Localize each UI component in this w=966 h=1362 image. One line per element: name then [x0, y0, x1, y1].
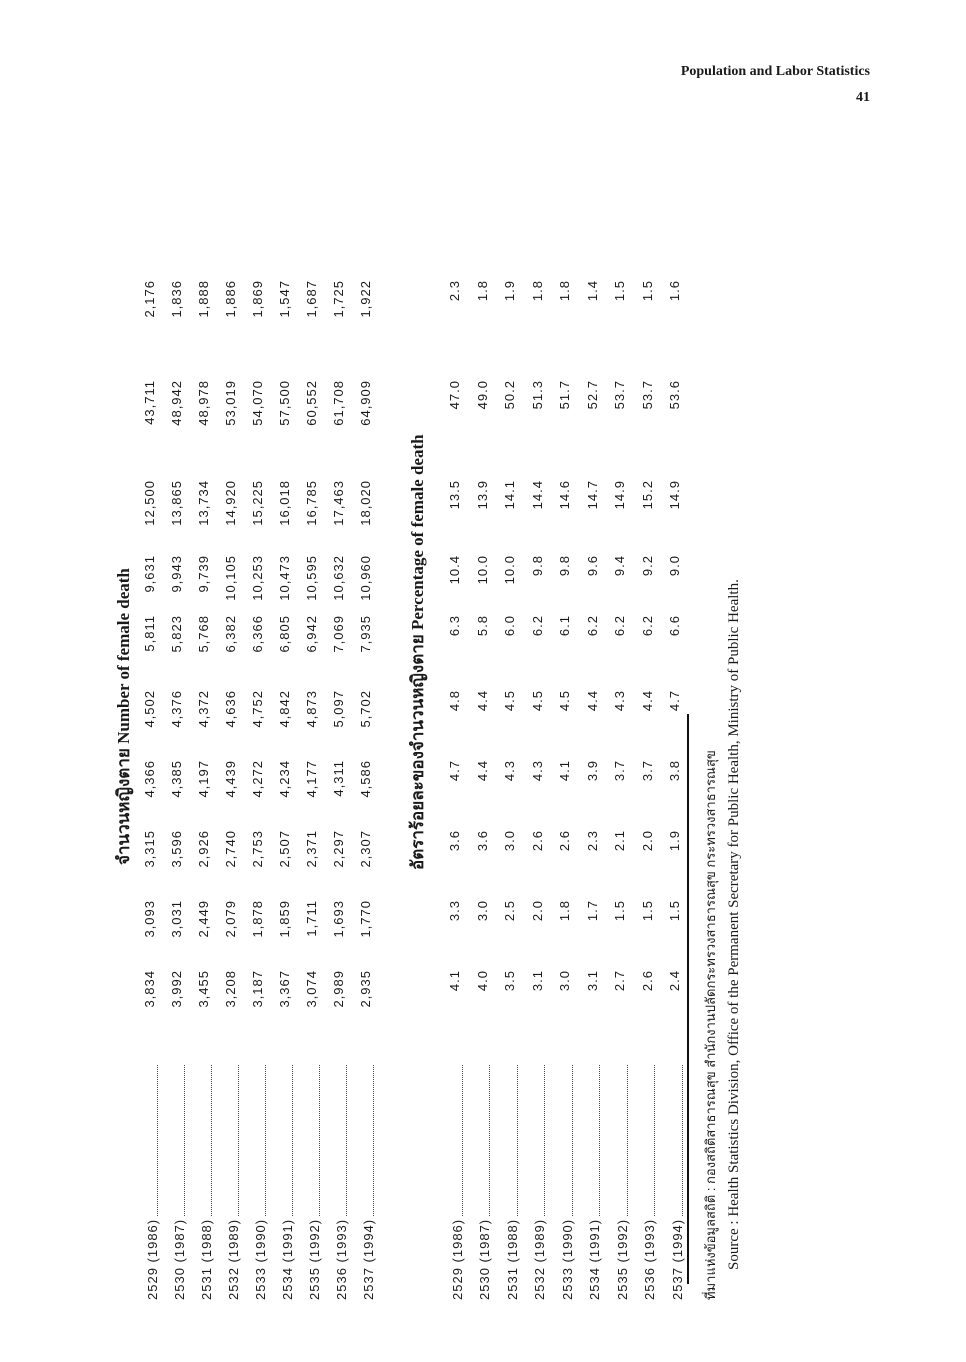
leader-dots	[156, 1065, 158, 1216]
table-cell: 4.3	[529, 760, 545, 782]
table-cell: 1.9	[667, 830, 682, 852]
table-cell: 2.4	[667, 970, 682, 992]
table-cell: 3.0	[557, 970, 572, 992]
table-cell: 17,463	[331, 480, 346, 526]
table-cell: 4,311	[331, 760, 346, 797]
table-cell: 4,873	[304, 690, 319, 728]
table-row	[640, 70, 660, 1300]
table-cell: 3.6	[447, 830, 462, 852]
table-cell: 2,371	[304, 830, 319, 868]
table-cell: 61,708	[331, 380, 346, 426]
year-label	[250, 1065, 270, 1300]
table-cell: 4.1	[557, 760, 572, 782]
year-text: 2534 (1991)	[279, 1218, 295, 1300]
table-row	[612, 70, 632, 1300]
table-cell: 4.7	[447, 760, 462, 782]
table-row	[196, 70, 216, 1300]
table-cell: 15,225	[250, 480, 265, 526]
table-cell: 14.9	[667, 480, 682, 510]
table-cell: 4.5	[557, 690, 572, 712]
table-cell: 13,734	[196, 480, 211, 526]
year-text: 2536 (1993)	[333, 1218, 349, 1300]
table-cell: 1,547	[277, 280, 292, 318]
table-row	[502, 70, 522, 1300]
table-cell: 10,105	[223, 555, 238, 601]
table-cell: 4.4	[474, 690, 490, 712]
table-cell: 9.8	[529, 555, 545, 577]
table-cell: 1,711	[304, 900, 319, 937]
section-number-title: จำนวนหญิงตาย Number of female death	[114, 568, 133, 865]
table-cell: 10,632	[331, 555, 346, 601]
leader-dots	[598, 1065, 600, 1216]
rotated-table-page	[114, 70, 820, 1300]
table-cell: 4.0	[474, 970, 490, 992]
table-cell: 5,097	[331, 690, 346, 728]
table-cell: 4,234	[277, 760, 292, 798]
table-cell: 14.4	[529, 480, 545, 510]
table-cell: 52.7	[584, 380, 600, 410]
table-cell: 2.0	[639, 830, 655, 852]
header-title: Population and Labor Statistics	[680, 64, 870, 79]
table-cell: 1.6	[667, 280, 682, 302]
table-row	[169, 70, 189, 1300]
table-cell: 9,739	[196, 555, 211, 593]
table-cell: 53.7	[639, 380, 655, 410]
leader-dots	[264, 1065, 266, 1216]
table-cell: 3.0	[502, 830, 517, 852]
table-cell: 4.4	[639, 690, 655, 712]
table-cell: 4,197	[196, 760, 211, 798]
table-cell: 53.7	[612, 380, 627, 410]
table-cell: 49.0	[474, 380, 490, 410]
year-label	[277, 1065, 297, 1300]
table-cell: 2,740	[223, 830, 238, 868]
table-cell: 3,455	[196, 970, 211, 1008]
table-cell: 4,272	[250, 760, 265, 798]
table-cell: 60,552	[304, 380, 319, 426]
table-cell: 1.5	[612, 900, 627, 922]
table-row	[667, 70, 687, 1300]
table-cell: 3,315	[142, 830, 157, 868]
table-cell: 2,507	[277, 830, 292, 868]
table-cell: 4.5	[502, 690, 517, 712]
table-cell: 1.9	[502, 280, 517, 302]
table-cell: 6.0	[502, 615, 517, 637]
year-label	[223, 1065, 243, 1300]
table-cell: 6,382	[223, 615, 238, 653]
table-cell: 48,978	[196, 380, 211, 426]
table-cell: 10,595	[304, 555, 319, 601]
table-cell: 1.5	[667, 900, 682, 922]
table-cell: 6.2	[639, 615, 655, 637]
table-cell: 4.3	[612, 690, 627, 712]
table-cell: 3,208	[223, 970, 238, 1008]
table-cell: 3.6	[474, 830, 490, 852]
table-cell: 9.2	[639, 555, 655, 577]
table-cell: 2.6	[557, 830, 572, 852]
leader-dots	[571, 1065, 573, 1216]
table-cell: 1,693	[331, 900, 346, 938]
table-row	[223, 70, 243, 1300]
table-cell: 2.3	[447, 280, 462, 302]
table-cell: 4,372	[196, 690, 211, 728]
table-cell: 2.6	[529, 830, 545, 852]
table-cell: 13.9	[474, 480, 490, 510]
year-label	[557, 1065, 577, 1300]
source-english: Source : Health Statistics Division, Office of the Permanent Secretary for Public Health, Ministry of Public Health.	[726, 579, 742, 1270]
table-cell: 15.2	[639, 480, 655, 510]
table-cell: 4,376	[169, 690, 184, 728]
table-cell: 2,449	[196, 900, 211, 938]
table-cell: 10,473	[277, 555, 292, 601]
year-text: 2532 (1989)	[532, 1218, 547, 1300]
page-number: 41	[856, 90, 870, 105]
source-divider	[687, 714, 689, 1284]
year-label	[667, 1065, 687, 1300]
table-cell: 9.4	[612, 555, 627, 577]
table-cell: 14,920	[223, 480, 238, 526]
table-cell: 4.8	[447, 690, 462, 712]
table-cell: 6.2	[529, 615, 545, 637]
leader-dots	[372, 1065, 374, 1216]
table-cell: 4,366	[142, 760, 157, 798]
table-row	[475, 70, 495, 1300]
leader-dots	[626, 1065, 628, 1216]
year-label	[331, 1065, 351, 1300]
table-cell: 4,502	[142, 690, 157, 728]
leader-dots	[210, 1065, 212, 1216]
table-cell: 3,187	[250, 970, 265, 1008]
table-cell: 1,869	[250, 280, 265, 318]
table-cell: 9,943	[169, 555, 184, 593]
table-cell: 9,631	[142, 555, 157, 593]
year-text: 2535 (1992)	[614, 1218, 630, 1300]
table-cell: 4,177	[304, 760, 319, 798]
table-cell: 6.3	[447, 615, 462, 637]
year-label	[142, 1065, 162, 1300]
table-cell: 4,842	[277, 690, 292, 728]
table-cell: 16,018	[277, 480, 292, 526]
table-cell: 2.1	[612, 830, 627, 852]
year-text: 2532 (1989)	[225, 1218, 241, 1300]
table-cell: 10.0	[502, 555, 517, 585]
table-cell: 6.2	[612, 615, 627, 637]
table-cell: 1,725	[331, 280, 346, 318]
year-label	[640, 1065, 660, 1300]
table-cell: 53.6	[667, 380, 682, 410]
table-cell: 12,500	[142, 480, 157, 526]
table-cell: 13,865	[169, 480, 184, 526]
table-cell: 5,702	[358, 690, 373, 728]
table-cell: 2.0	[529, 900, 545, 922]
table-cell: 47.0	[447, 380, 462, 410]
table-cell: 3,031	[169, 900, 184, 938]
year-label	[196, 1065, 216, 1300]
leader-dots	[543, 1065, 545, 1216]
table-cell: 5,768	[196, 615, 211, 653]
table-cell: 1.8	[557, 900, 572, 922]
table-cell: 1,687	[304, 280, 319, 318]
leader-dots	[237, 1065, 239, 1216]
table-cell: 4.3	[502, 760, 517, 782]
year-text: 2529 (1986)	[144, 1218, 160, 1300]
leader-dots	[291, 1065, 293, 1216]
year-text: 2530 (1987)	[171, 1218, 187, 1300]
table-cell: 1,770	[358, 900, 373, 938]
table-cell: 16,785	[304, 480, 319, 526]
table-cell: 2,307	[358, 830, 373, 868]
table-cell: 2,753	[250, 830, 265, 868]
table-cell: 1,878	[250, 900, 265, 938]
table-cell: 2.3	[584, 830, 600, 852]
table-cell: 3.1	[529, 970, 545, 992]
year-text: 2531 (1988)	[504, 1218, 520, 1300]
table-cell: 1.5	[639, 900, 655, 922]
table-cell: 48,942	[169, 380, 184, 426]
leader-dots	[318, 1065, 320, 1216]
table-cell: 1.8	[529, 280, 545, 302]
table-cell: 3.7	[639, 760, 655, 782]
table-cell: 9.8	[557, 555, 572, 577]
table-cell: 3.5	[502, 970, 517, 992]
table-cell: 2.5	[502, 900, 517, 922]
table-cell: 2,989	[331, 970, 346, 1008]
leader-dots	[345, 1065, 347, 1216]
table-cell: 4.1	[447, 970, 462, 992]
table-row	[585, 70, 605, 1300]
table-cell: 2.6	[639, 970, 655, 992]
table-cell: 2,079	[223, 900, 238, 938]
leader-dots	[653, 1065, 655, 1216]
table-row	[331, 70, 351, 1300]
table-cell: 10,960	[358, 555, 373, 601]
table-cell: 1.8	[474, 280, 490, 302]
table-cell: 14.7	[584, 480, 600, 510]
source-thai: ที่มาแห่งข้อมูลสถิติ : กองสถิติสาธารณสุข สำนักงานปลัดกระทรวงสาธารณสุข กระทรวงสาธารณสุข	[703, 750, 718, 1300]
year-text: 2533 (1990)	[252, 1218, 268, 1300]
table-cell: 1,888	[196, 280, 211, 318]
table-cell: 4,439	[223, 760, 238, 798]
table-cell: 14.6	[557, 480, 572, 510]
year-label	[612, 1065, 632, 1300]
table-row	[142, 70, 162, 1300]
leader-dots	[183, 1065, 185, 1216]
table-cell: 10,253	[250, 555, 265, 601]
year-text: 2535 (1992)	[306, 1218, 322, 1300]
table-row	[304, 70, 324, 1300]
table-cell: 3,074	[304, 970, 319, 1008]
table-cell: 1.7	[584, 900, 600, 922]
year-label	[530, 1065, 550, 1300]
year-text: 2533 (1990)	[559, 1218, 575, 1300]
year-text: 2529 (1986)	[449, 1218, 465, 1300]
year-label	[304, 1065, 324, 1300]
table-cell: 4.4	[584, 690, 600, 712]
table-cell: 10.0	[474, 555, 490, 585]
year-text: 2530 (1987)	[477, 1218, 492, 1300]
year-text: 2531 (1988)	[198, 1218, 214, 1300]
year-label	[447, 1065, 467, 1300]
table-cell: 13.5	[447, 480, 462, 510]
table-cell: 5.8	[474, 615, 490, 637]
table-cell: 14.1	[502, 480, 517, 510]
year-label	[358, 1065, 378, 1300]
table-cell: 2.7	[612, 970, 627, 992]
table-row	[557, 70, 577, 1300]
table-cell: 4,636	[223, 690, 238, 728]
table-cell: 1.8	[557, 280, 572, 302]
table-cell: 1,922	[358, 280, 373, 318]
table-row	[277, 70, 297, 1300]
table-cell: 4,586	[358, 760, 373, 798]
section-percentage-title: อัตราร้อยละของจำนวนหญิงตาย Percentage of female death	[408, 434, 427, 870]
table-cell: 6,942	[304, 615, 319, 653]
table-cell: 51.7	[557, 380, 572, 410]
year-text: 2534 (1991)	[587, 1218, 602, 1300]
table-cell: 64,909	[358, 380, 373, 426]
table-cell: 9.6	[584, 555, 600, 577]
table-cell: 6,805	[277, 615, 292, 653]
table-cell: 6.2	[584, 615, 600, 637]
table-cell: 3,992	[169, 970, 184, 1008]
leader-dots	[488, 1065, 490, 1216]
table-row	[250, 70, 270, 1300]
table-cell: 3,093	[142, 900, 157, 938]
table-cell: 18,020	[358, 480, 373, 526]
table-cell: 3,596	[169, 830, 184, 868]
table-cell: 1,859	[277, 900, 292, 938]
table-cell: 7,935	[358, 615, 373, 653]
table-cell: 1,836	[169, 280, 184, 318]
leader-dots	[681, 1065, 683, 1216]
year-label	[502, 1065, 522, 1300]
table-cell: 4.5	[529, 690, 545, 712]
table-cell: 1,886	[223, 280, 238, 318]
year-text: 2536 (1993)	[642, 1218, 657, 1300]
table-cell: 3,367	[277, 970, 292, 1008]
year-text: 2537 (1994)	[669, 1218, 685, 1300]
table-cell: 3,834	[142, 970, 157, 1008]
table-cell: 1.5	[612, 280, 627, 302]
table-cell: 53,019	[223, 380, 238, 426]
table-row	[358, 70, 378, 1300]
table-cell: 3.0	[474, 900, 490, 922]
year-label	[169, 1065, 189, 1300]
year-label	[585, 1065, 605, 1300]
table-cell: 6.1	[557, 615, 572, 637]
table-cell: 5,823	[169, 615, 184, 653]
table-cell: 10.4	[447, 555, 462, 585]
table-cell: 14.9	[612, 480, 627, 510]
table-cell: 2,176	[142, 280, 157, 318]
table-cell: 2,935	[358, 970, 373, 1008]
table-cell: 1.5	[639, 280, 655, 302]
table-cell: 6.6	[667, 615, 682, 637]
table-cell: 1.4	[584, 280, 600, 302]
table-cell: 3.7	[612, 760, 627, 782]
table-cell: 57,500	[277, 380, 292, 426]
leader-dots	[461, 1065, 463, 1216]
year-label	[475, 1065, 495, 1300]
leader-dots	[516, 1065, 518, 1216]
table-cell: 54,070	[250, 380, 265, 426]
table-cell: 3.9	[584, 760, 600, 782]
table-cell: 43,711	[142, 380, 157, 425]
table-row	[447, 70, 467, 1300]
table-row	[530, 70, 550, 1300]
table-cell: 4.7	[667, 690, 682, 712]
table-cell: 2,297	[331, 830, 346, 868]
table-cell: 9.0	[667, 555, 682, 577]
table-cell: 4,752	[250, 690, 265, 728]
table-cell: 6,366	[250, 615, 265, 653]
table-cell: 4.4	[474, 760, 490, 782]
table-cell: 7,069	[331, 615, 346, 653]
table-cell: 51.3	[529, 380, 545, 410]
year-text: 2537 (1994)	[360, 1218, 376, 1300]
table-cell: 50.2	[502, 380, 517, 410]
table-cell: 3.8	[667, 760, 682, 782]
table-cell: 4,385	[169, 760, 184, 798]
table-cell: 2,926	[196, 830, 211, 868]
table-cell: 3.1	[584, 970, 600, 992]
table-cell: 5,811	[142, 615, 157, 652]
table-cell: 3.3	[447, 900, 462, 922]
